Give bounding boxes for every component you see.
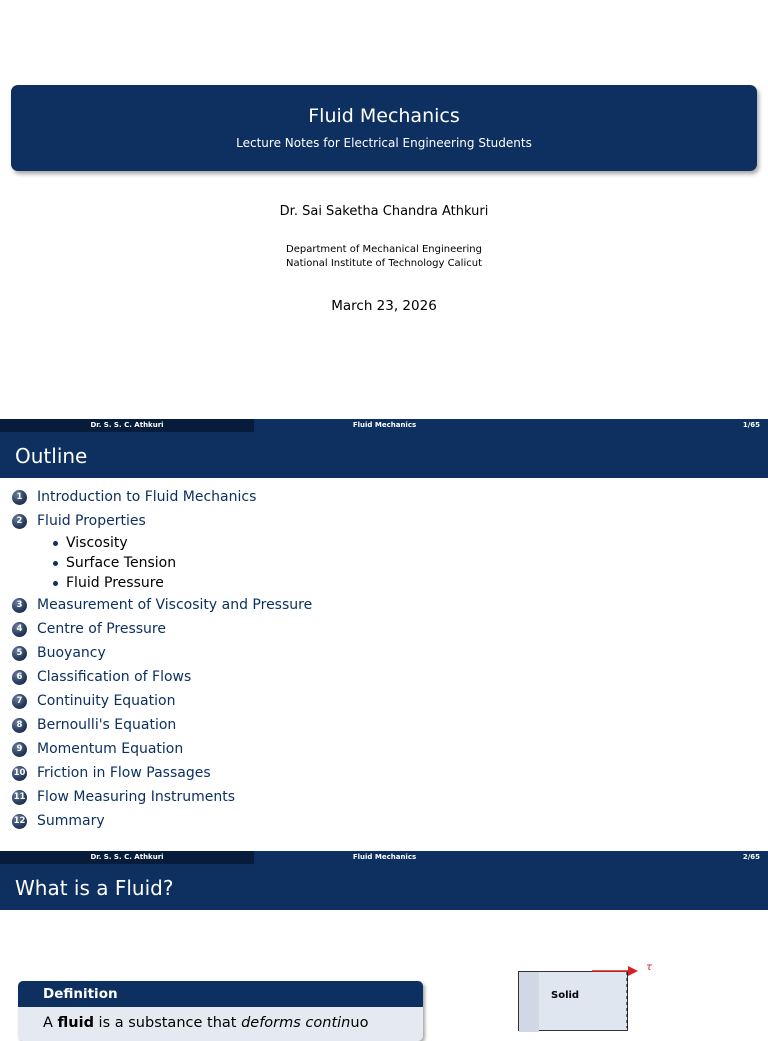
section-number-badge: 8 <box>12 718 27 733</box>
outline-item-label: Bernoulli's Equation <box>37 717 177 733</box>
header-page-number: 1/65 <box>515 419 768 432</box>
section-number-badge: 10 <box>12 766 27 781</box>
author-name: Dr. Sai Saketha Chandra Athkuri <box>279 204 489 219</box>
outline-item-label: Buoyancy <box>37 645 106 661</box>
outline-item-label: Continuity Equation <box>37 693 176 709</box>
definition-text-part: is a substance that <box>93 1015 242 1031</box>
section-number-badge: 1 <box>12 490 27 505</box>
title-block <box>11 85 757 171</box>
outline-item[interactable] <box>12 809 312 833</box>
section-number-badge: 12 <box>12 814 27 829</box>
header-title: Fluid Mechanics <box>254 851 515 864</box>
bullet-icon <box>53 561 58 566</box>
outline-item[interactable] <box>12 689 312 713</box>
tau-symbol: τ <box>646 962 653 973</box>
section-number-badge: 3 <box>12 598 27 613</box>
definition-title: Definition <box>18 981 423 1007</box>
header-author: Dr. S. S. C. Athkuri <box>0 419 254 432</box>
outline-item[interactable] <box>12 665 312 689</box>
outline-item-label: Fluid Properties <box>37 513 146 529</box>
presentation-subtitle: Lecture Notes for Electrical Engineering Students <box>236 136 532 150</box>
outline-subitem-label: Viscosity <box>66 535 128 551</box>
outline-subitem[interactable] <box>12 573 312 593</box>
section-number-badge: 4 <box>12 622 27 637</box>
frame-title: Outline <box>0 432 768 478</box>
outline-item-label: Friction in Flow Passages <box>37 765 211 781</box>
outline-item[interactable] <box>12 509 312 533</box>
outline-item-label: Classification of Flows <box>37 669 192 685</box>
section-number-badge: 11 <box>12 790 27 805</box>
slide-header-bar <box>0 851 768 864</box>
outline-item[interactable] <box>12 761 312 785</box>
section-number-badge: 6 <box>12 670 27 685</box>
section-number-badge: 5 <box>12 646 27 661</box>
outline-item[interactable] <box>12 713 312 737</box>
definition-text-part: A <box>43 1015 58 1031</box>
outline-list <box>12 485 312 833</box>
institute: National Institute of Technology Calicut <box>286 258 482 269</box>
section-number-badge: 2 <box>12 514 27 529</box>
definition-emphasis: deforms contin <box>241 1015 351 1031</box>
outline-item[interactable] <box>12 617 312 641</box>
outline-subitem-label: Surface Tension <box>66 555 177 571</box>
outline-item-label: Centre of Pressure <box>37 621 166 637</box>
outline-item[interactable] <box>12 641 312 665</box>
outline-item[interactable] <box>12 485 312 509</box>
header-author: Dr. S. S. C. Athkuri <box>0 851 254 864</box>
definition-block <box>18 981 423 1041</box>
outline-subitem[interactable] <box>12 553 312 573</box>
definition-keyword: fluid <box>57 1015 94 1031</box>
outline-item-label: Flow Measuring Instruments <box>37 789 236 805</box>
header-page-number: 2/65 <box>515 851 768 864</box>
outline-item[interactable] <box>12 785 312 809</box>
outline-item-label: Momentum Equation <box>37 741 184 757</box>
frame-title: What is a Fluid? <box>0 864 768 910</box>
solid-label: Solid <box>551 990 580 1001</box>
section-number-badge: 9 <box>12 742 27 757</box>
solid-block-shade <box>519 972 539 1032</box>
shear-stress-arrow-icon <box>590 960 653 1030</box>
bullet-icon <box>53 581 58 586</box>
presentation-date: March 23, 2026 <box>331 298 437 314</box>
presentation-title: Fluid Mechanics <box>308 105 460 127</box>
outline-subitem[interactable] <box>12 533 312 553</box>
shear-arrow-head <box>628 966 638 976</box>
outline-subitem-label: Fluid Pressure <box>66 575 164 591</box>
header-title: Fluid Mechanics <box>254 419 515 432</box>
department: Department of Mechanical Engineering <box>286 244 482 255</box>
outline-item[interactable] <box>12 593 312 617</box>
bullet-icon <box>53 541 58 546</box>
outline-item-label: Introduction to Fluid Mechanics <box>37 489 257 505</box>
definition-text <box>18 1007 423 1031</box>
outline-item[interactable] <box>12 737 312 761</box>
slide-header-bar <box>0 419 768 432</box>
outline-item-label: Summary <box>37 813 105 829</box>
section-number-badge: 7 <box>12 694 27 709</box>
definition-text-part: uo <box>350 1015 369 1031</box>
outline-item-label: Measurement of Viscosity and Pressure <box>37 597 313 613</box>
